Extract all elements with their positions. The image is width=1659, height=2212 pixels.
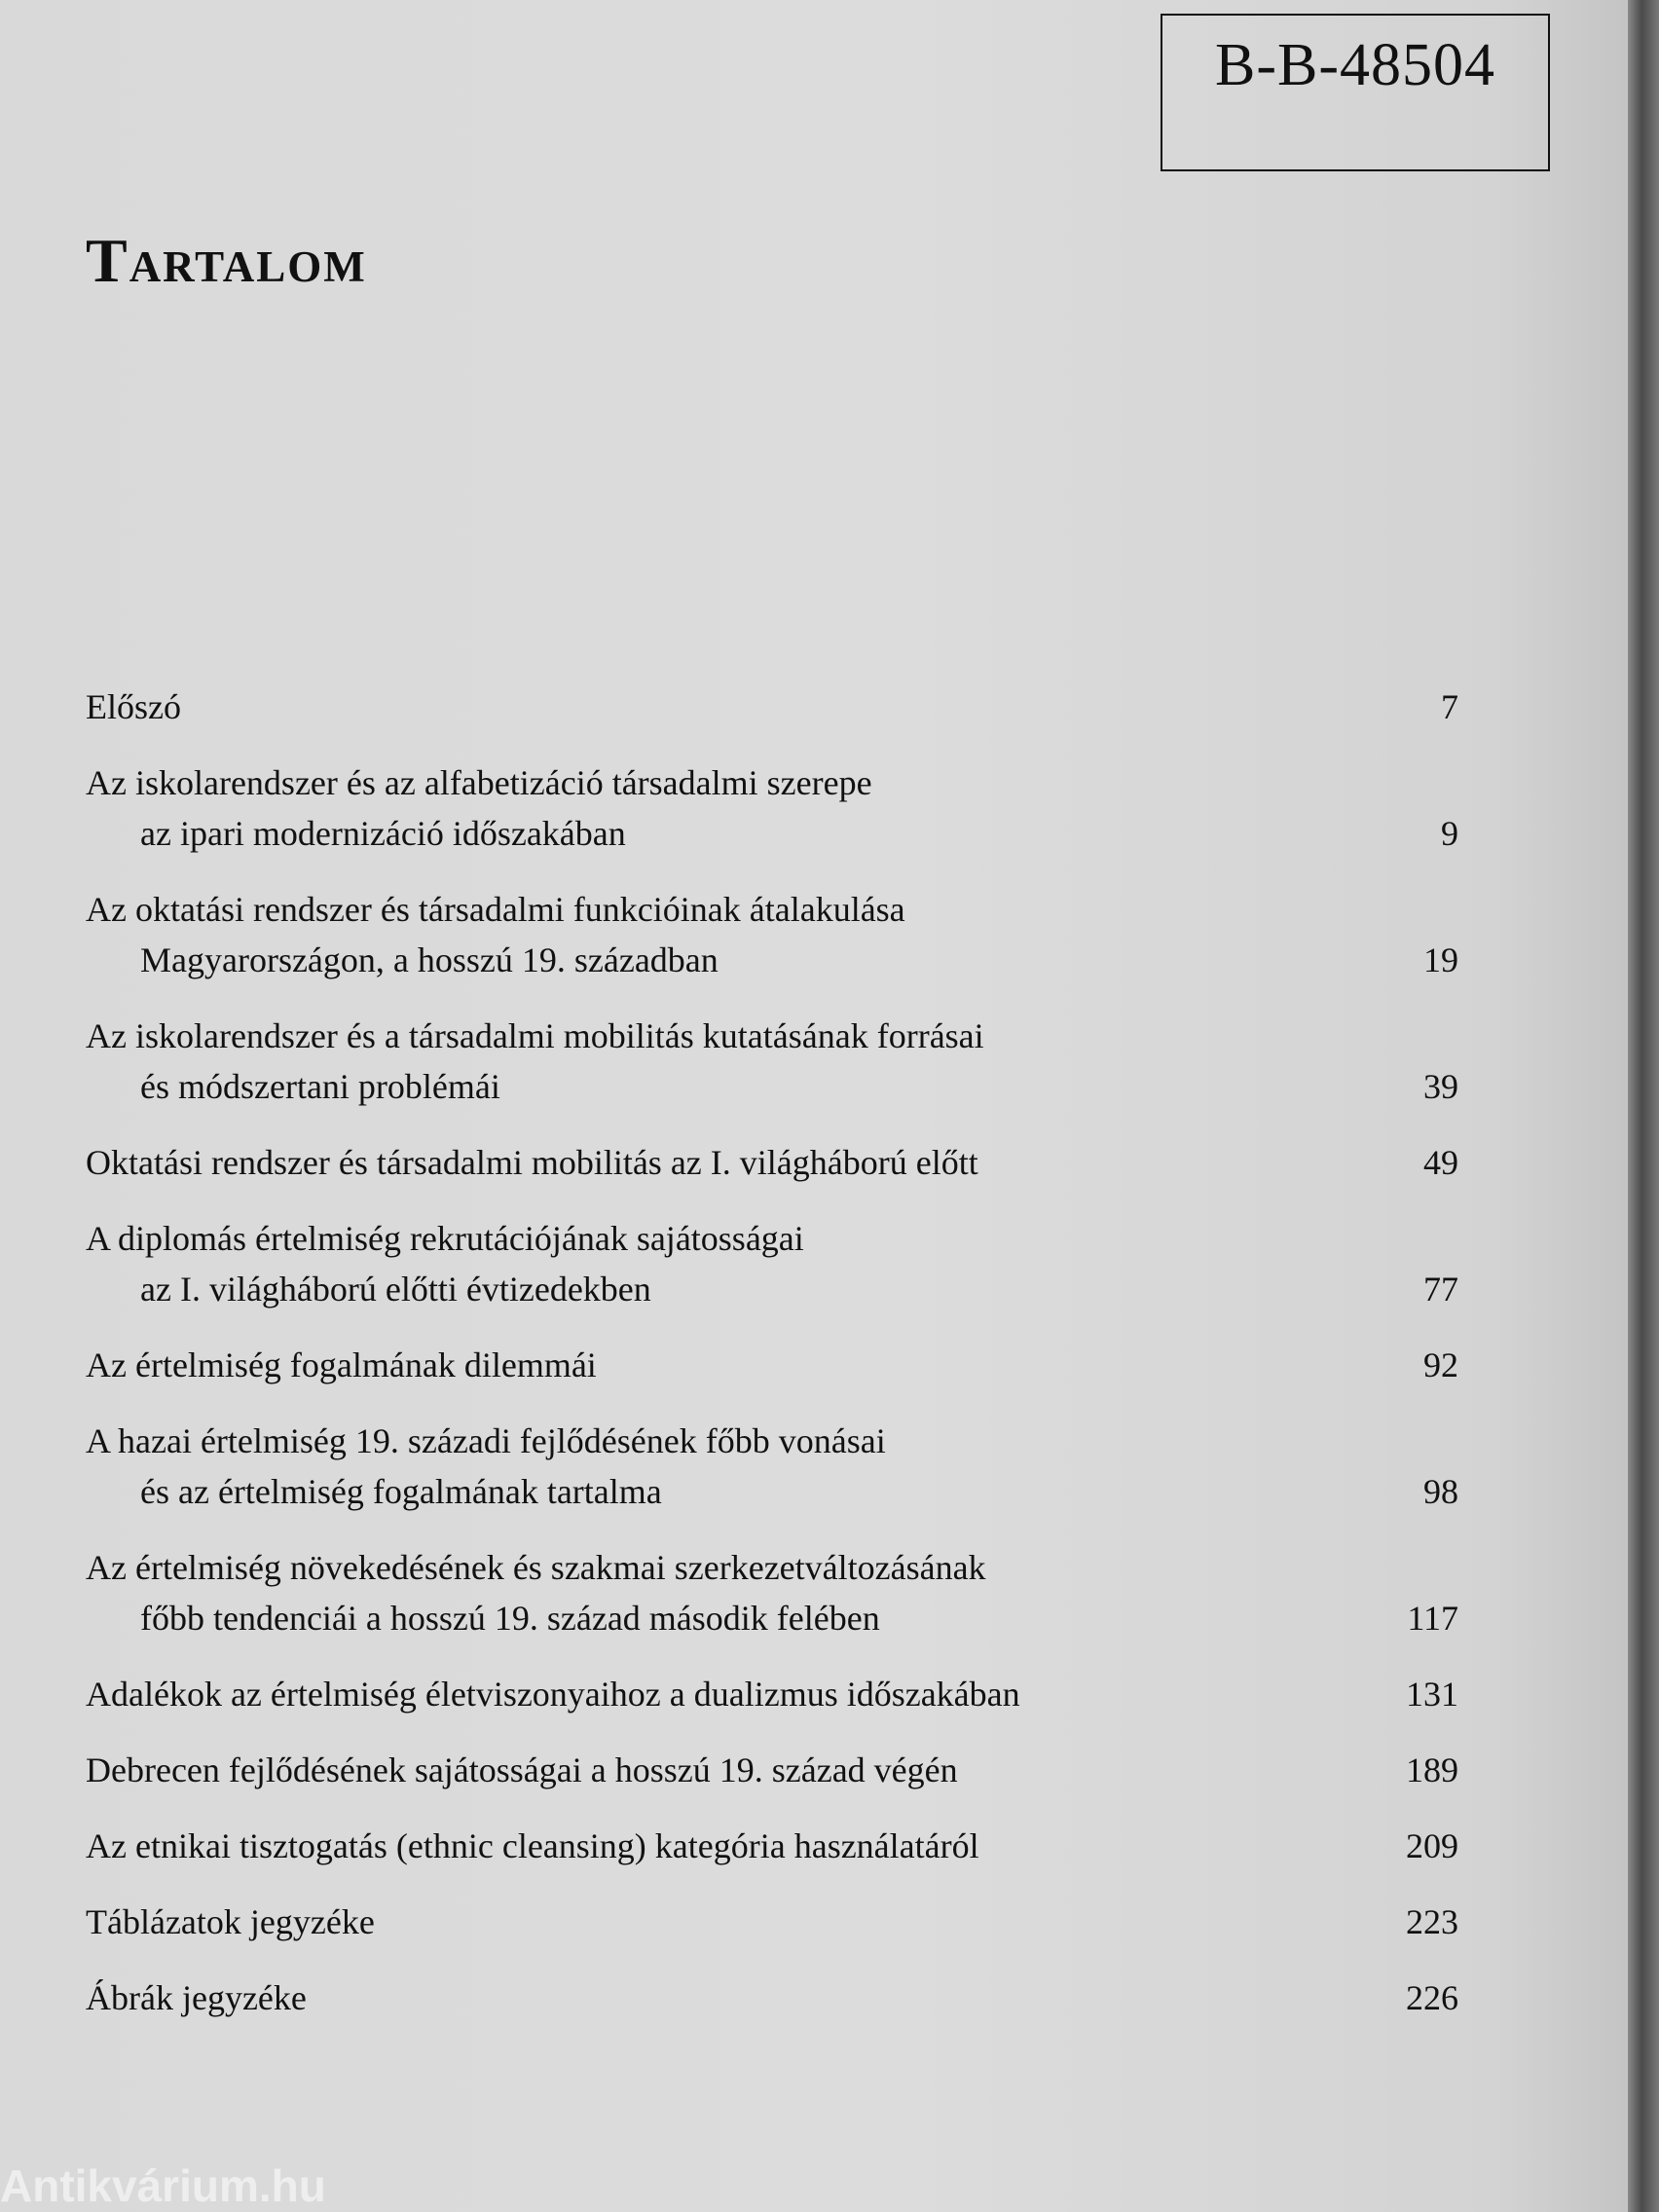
library-stamp — [1161, 14, 1550, 171]
toc-entry-page-number: 226 — [1406, 1978, 1458, 2017]
toc-entry-page-number: 92 — [1423, 1346, 1458, 1384]
toc-entry — [86, 1972, 1458, 2023]
toc-entry-page-number: 7 — [1441, 687, 1458, 726]
toc-entry-title-line: Az értelmiség növekedésének és szakmai szerkezetváltozásának — [86, 1548, 986, 1587]
toc-entry-page-number: 117 — [1407, 1599, 1458, 1638]
toc-entry-title-line: Az iskolarendszer és az alfabetizáció társadalmi szerepe — [86, 763, 872, 802]
toc-entry-page-number: 49 — [1423, 1143, 1458, 1182]
toc-entry — [86, 1669, 1458, 1719]
toc-entry-title-line: Előszó — [86, 687, 181, 726]
toc-entry-title-line: Oktatási rendszer és társadalmi mobilitás az I. világháború előtt — [86, 1143, 978, 1182]
stamp-number: B-B-48504 — [1215, 32, 1495, 98]
toc-entry-page-number: 19 — [1423, 940, 1458, 979]
toc-entry-title-line: az ipari modernizáció időszakában — [140, 814, 626, 853]
toc-entry-title-line: Az iskolarendszer és a társadalmi mobilitás kutatásának forrásai — [86, 1016, 984, 1055]
toc-entry-title-line: Ábrák jegyzéke — [86, 1978, 307, 2017]
toc-entry — [86, 1213, 1458, 1314]
toc-entry — [86, 1416, 1458, 1517]
toc-entry-title-line: Az oktatási rendszer és társadalmi funkcióinak átalakulása — [86, 890, 905, 929]
toc-entry — [86, 682, 1458, 732]
toc-entry-title-line: Magyarországon, a hosszú 19. században — [140, 940, 719, 979]
toc-entry-page-number: 189 — [1406, 1751, 1458, 1789]
toc-entry — [86, 884, 1458, 985]
page-title: Tartalom — [86, 225, 367, 295]
toc-entry — [86, 1011, 1458, 1112]
toc-entry-title-line: Táblázatok jegyzéke — [86, 1902, 375, 1941]
toc-entry-title-line: Adalékok az értelmiség életviszonyaihoz a dualizmus időszakában — [86, 1675, 1020, 1714]
toc-entry — [86, 1137, 1458, 1188]
toc-entry — [86, 1821, 1458, 1871]
toc-entry-page-number: 209 — [1406, 1826, 1458, 1865]
toc-entry-page-number: 223 — [1406, 1902, 1458, 1941]
toc-entry-title-line: az I. világháború előtti évtizedekben — [140, 1270, 651, 1309]
toc-entry-page-number: 98 — [1423, 1472, 1458, 1511]
toc-entry-title-line: A hazai értelmiség 19. századi fejlődésének főbb vonásai — [86, 1421, 886, 1460]
toc-entry — [86, 1897, 1458, 1947]
toc-entry-title-line: főbb tendenciái a hosszú 19. század második felében — [140, 1599, 880, 1638]
page-edge — [1628, 0, 1659, 2212]
toc-entry-title-line: Az etnikai tisztogatás (ethnic cleansing) kategória használatáról — [86, 1826, 979, 1865]
toc-entry — [86, 1542, 1458, 1643]
toc-entry-title-line: és az értelmiség fogalmának tartalma — [140, 1472, 662, 1511]
toc-entry-page-number: 39 — [1423, 1067, 1458, 1106]
toc-entry-title-line: Az értelmiség fogalmának dilemmái — [86, 1346, 597, 1384]
toc-entry-title-line: és módszertani problémái — [140, 1067, 500, 1106]
toc-entry-title-line: A diplomás értelmiség rekrutációjának sajátosságai — [86, 1219, 804, 1258]
toc-entry-page-number: 9 — [1441, 814, 1458, 853]
toc-entry — [86, 1745, 1458, 1795]
toc-entry-page-number: 131 — [1406, 1675, 1458, 1714]
toc-entry — [86, 1340, 1458, 1390]
toc-entry-page-number: 77 — [1423, 1270, 1458, 1309]
watermark: Antikvárium.hu — [0, 2160, 326, 2211]
table-of-contents — [86, 682, 1458, 2048]
toc-entry-title-line: Debrecen fejlődésének sajátosságai a hosszú 19. század végén — [86, 1751, 958, 1789]
toc-entry — [86, 757, 1458, 859]
